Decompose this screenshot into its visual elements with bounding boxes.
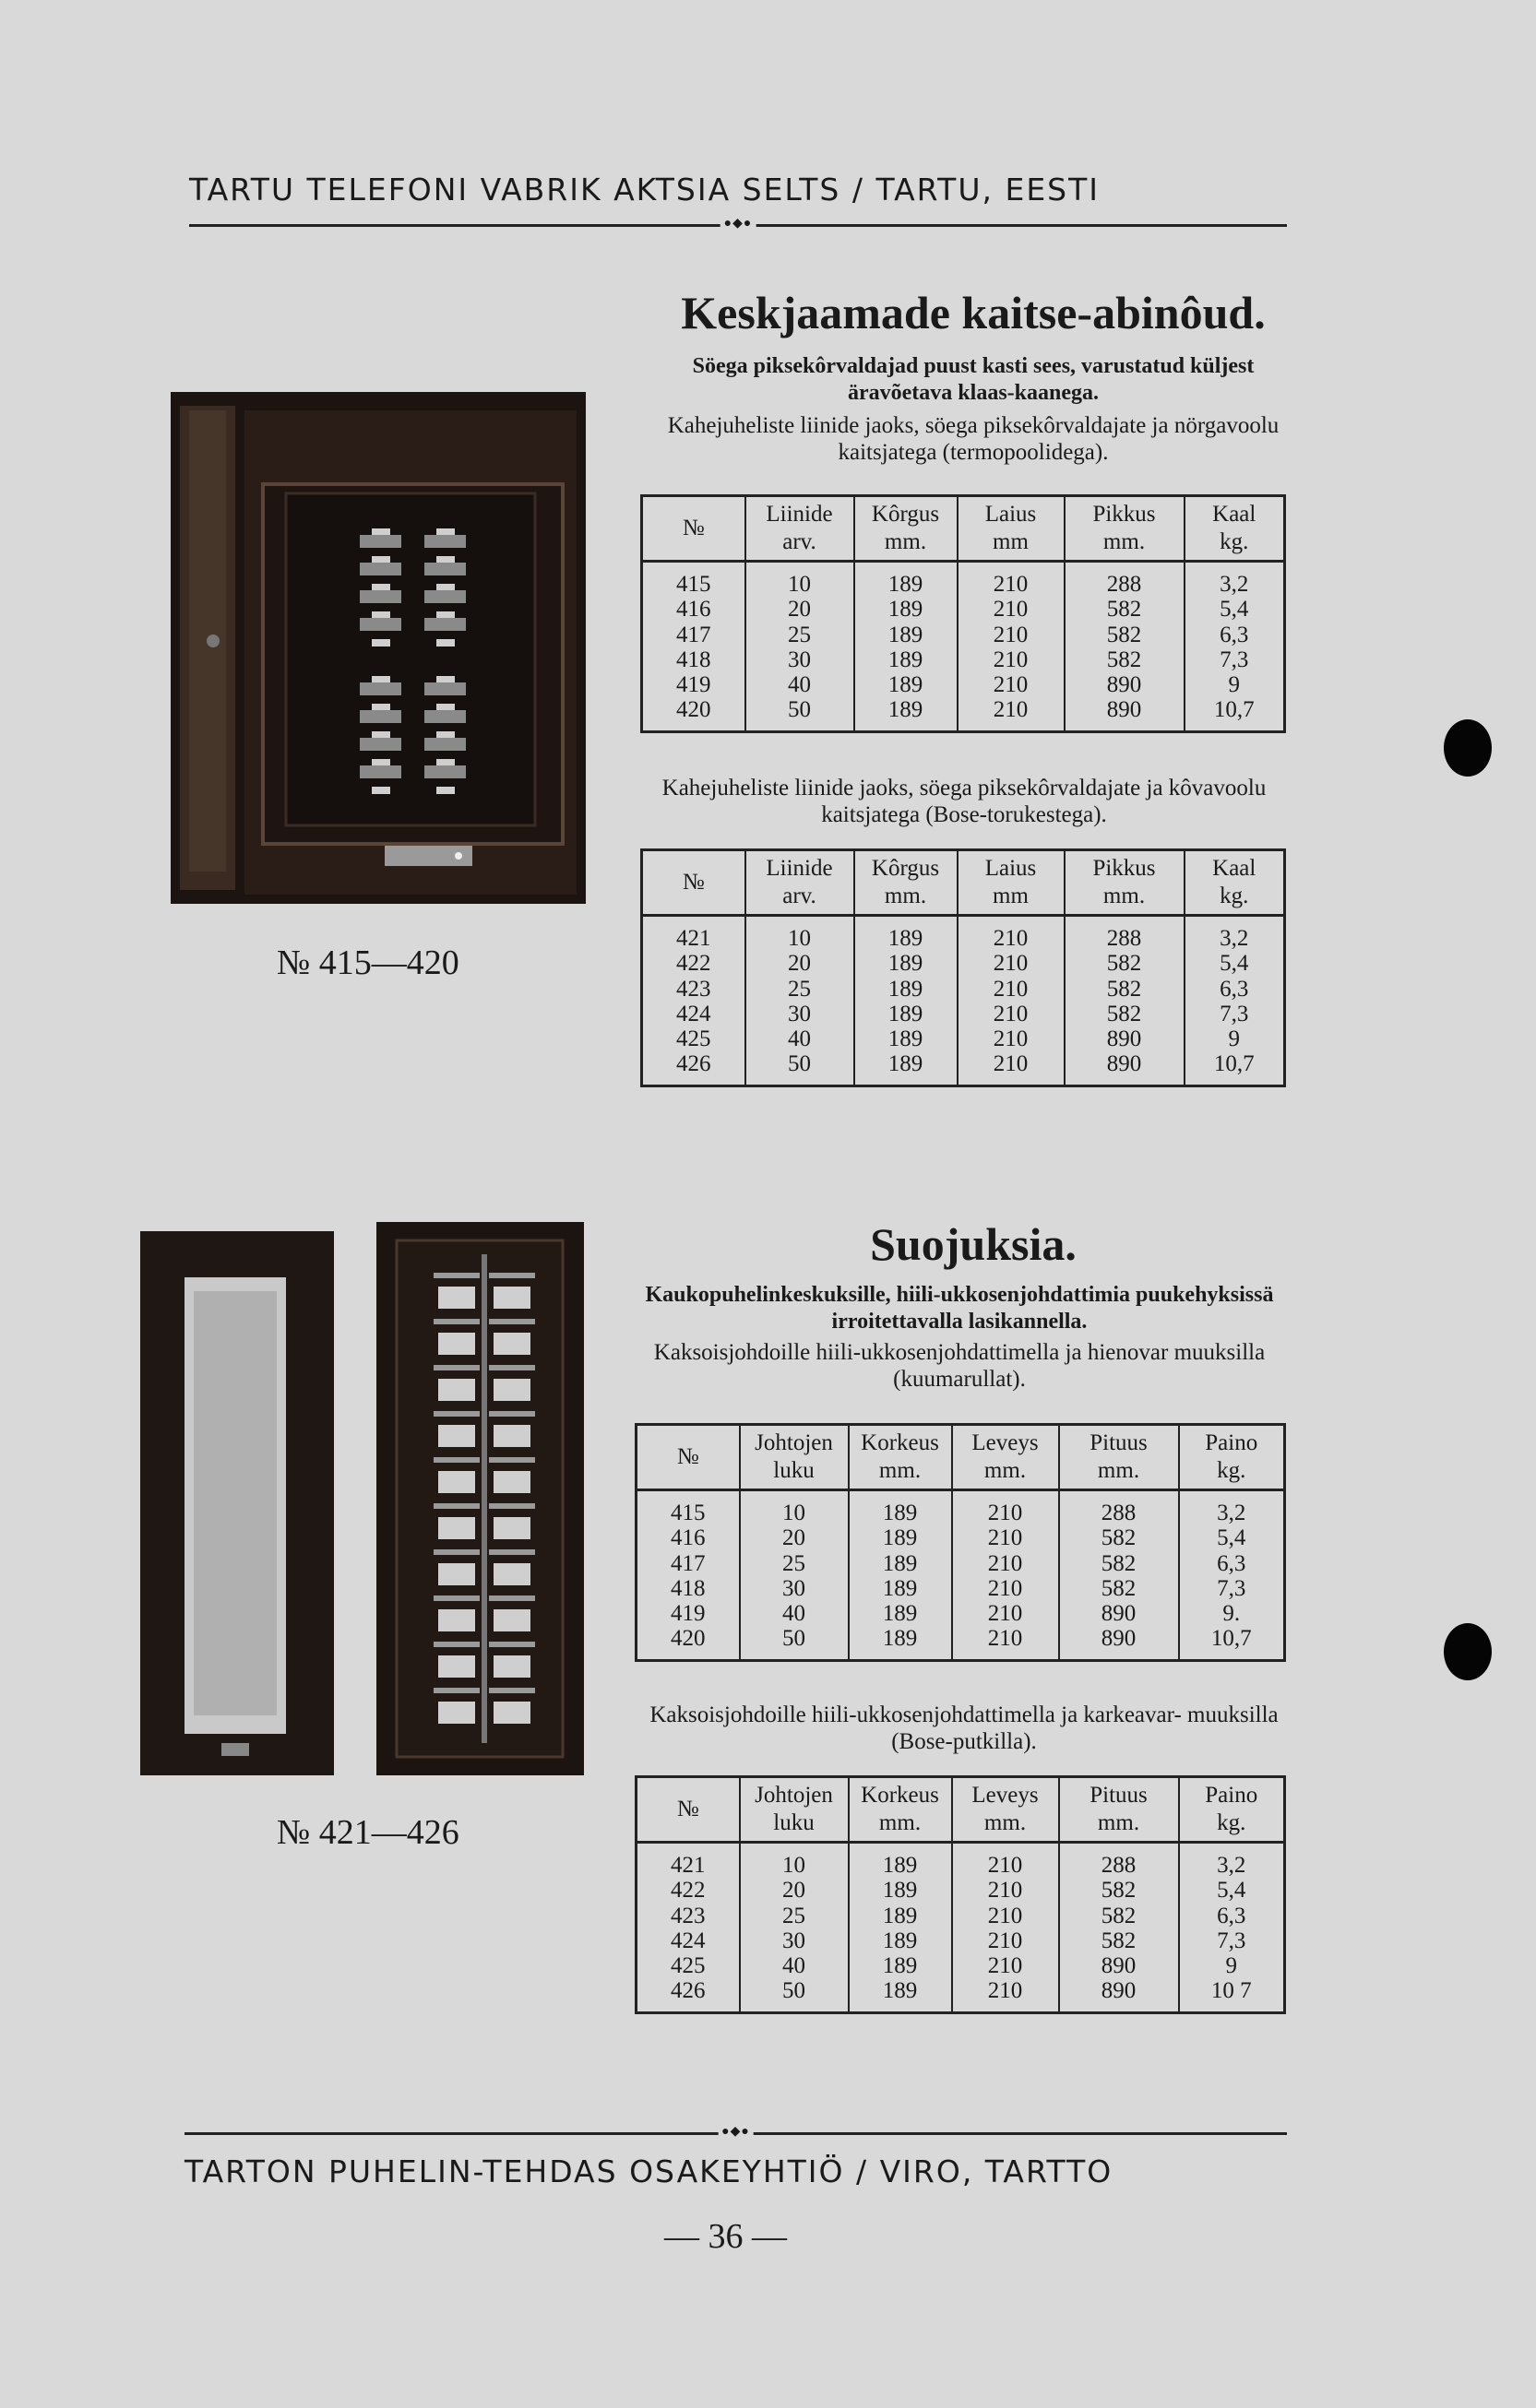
section1-photo-caption: № 415—420 — [277, 943, 459, 982]
section2-table-heat-coils — [635, 1423, 1286, 1662]
table-row: 424 30 189 210 582 7,3 — [642, 1002, 1285, 1026]
section2-photo-caption: № 421—426 — [277, 1813, 459, 1852]
column-header: Pituus mm. — [1059, 1777, 1179, 1843]
table-row: 418 30 189 210 582 7,3 — [637, 1576, 1285, 1601]
section2-table-bose — [635, 1775, 1286, 2014]
section1-description-1: Kahejuheliste liinide jaoks, söega piksekôrvaldajate ja nörgavoolu kaitsjatega (termopoolidega). — [667, 413, 1280, 465]
column-header: Paino kg. — [1179, 1777, 1285, 1843]
column-header: Korkeus mm. — [849, 1777, 952, 1843]
table-row: 417 25 189 210 582 6,3 — [642, 623, 1285, 647]
table-row: 415 10 189 210 288 3,2 — [642, 562, 1285, 598]
header-rule: ●◆● — [189, 224, 1287, 227]
table-body — [637, 1843, 1285, 2013]
section1-table-bose — [640, 848, 1286, 1087]
column-header: Leveys mm. — [952, 1777, 1059, 1843]
section1-title: Keskjaamade kaitse-abinôud. — [681, 287, 1266, 338]
table-row: 415 10 189 210 288 3,2 — [637, 1490, 1285, 1526]
column-header: Johtojen luku — [740, 1425, 849, 1490]
table-row: 422 20 189 210 582 5,4 — [637, 1878, 1285, 1903]
section1-description-2: Kahejuheliste liinide jaoks, söega piksekôrvaldajate ja kôvavoolu kaitsjatega (Bose-torukestega). — [661, 776, 1267, 827]
section1-table-thermo — [640, 494, 1286, 733]
section2-bold-description: Kaukopuhelinkeskuksille, hiili-ukkosenjohdattimia puukehyksissä irroitettavalla lasikannella. — [645, 1283, 1274, 1334]
column-header: Kôrgus mm. — [854, 850, 958, 916]
table-row: 424 30 189 210 582 7,3 — [637, 1928, 1285, 1953]
table-row: 425 40 189 210 890 9 — [642, 1026, 1285, 1051]
section2-description-1: Kaksoisjohdoille hiili-ukkosenjohdattimella ja hienovar muuksilla (kuumarullat). — [653, 1340, 1266, 1392]
column-header: № — [637, 1425, 740, 1490]
table-row: 426 50 189 210 890 10 7 — [637, 1978, 1285, 2012]
column-header: Korkeus mm. — [849, 1425, 952, 1490]
page-header: TARTU TELEFONI VABRIK AKTSIA SELTS / TARTU, EESTI — [189, 172, 1101, 208]
column-header: Kaal kg. — [1185, 496, 1285, 562]
table-row: 418 30 189 210 582 7,3 — [642, 647, 1285, 672]
column-header: № — [642, 850, 745, 916]
binder-hole — [1444, 719, 1492, 777]
footer-rule: ●◆● — [185, 2132, 1287, 2135]
column-header: Pikkus mm. — [1065, 850, 1185, 916]
column-header: Leveys mm. — [952, 1425, 1059, 1490]
table-row: 423 25 189 210 582 6,3 — [637, 1904, 1285, 1928]
table-row: 419 40 189 210 890 9. — [637, 1601, 1285, 1626]
protector-cabinet-photo-415-420 — [171, 392, 586, 904]
column-header: № — [642, 496, 745, 562]
binder-hole — [1444, 1623, 1492, 1680]
page-number: — 36 — — [664, 2217, 787, 2256]
table-body — [637, 1490, 1285, 1661]
table-row: 421 10 189 210 288 3,2 — [642, 916, 1285, 952]
table-row: 419 40 189 210 890 9 — [642, 672, 1285, 697]
column-header: Liinide arv. — [745, 496, 854, 562]
page-footer: TARTON PUHELIN-TEHDAS OSAKEYHTIÖ / VIRO, TARTTO — [185, 2153, 1113, 2189]
column-header: Pikkus mm. — [1065, 496, 1185, 562]
column-header: Kôrgus mm. — [854, 496, 958, 562]
table-row: 426 50 189 210 890 10,7 — [642, 1051, 1285, 1085]
column-header: Laius mm — [958, 850, 1065, 916]
column-header: Kaal kg. — [1185, 850, 1285, 916]
section2-description-2: Kaksoisjohdoille hiili-ukkosenjohdattimella ja karkeavar- muuksilla (Bose-putkilla). — [649, 1702, 1279, 1754]
table-body — [642, 916, 1285, 1086]
column-header: Paino kg. — [1179, 1425, 1285, 1490]
section1-bold-description: Söega piksekôrvaldajad puust kasti sees, varustatud küljest äravõetava klaas-kaanega. — [692, 354, 1255, 405]
table-row: 423 25 189 210 582 6,3 — [642, 977, 1285, 1002]
table-row: 420 50 189 210 890 10,7 — [637, 1626, 1285, 1660]
table-row: 416 20 189 210 582 5,4 — [642, 597, 1285, 622]
column-header: Johtojen luku — [740, 1777, 849, 1843]
table-row: 422 20 189 210 582 5,4 — [642, 951, 1285, 976]
table-row: 425 40 189 210 890 9 — [637, 1953, 1285, 1978]
table-row: 421 10 189 210 288 3,2 — [637, 1843, 1285, 1879]
table-body — [642, 562, 1285, 732]
column-header: Pituus mm. — [1059, 1425, 1179, 1490]
table-row: 420 50 189 210 890 10,7 — [642, 697, 1285, 731]
column-header: № — [637, 1777, 740, 1843]
section2-title: Suojuksia. — [870, 1218, 1077, 1270]
table-row: 416 20 189 210 582 5,4 — [637, 1525, 1285, 1550]
table-row: 417 25 189 210 582 6,3 — [637, 1551, 1285, 1576]
protector-frame-photo-421-426 — [138, 1217, 586, 1780]
column-header: Liinide arv. — [745, 850, 854, 916]
column-header: Laius mm — [958, 496, 1065, 562]
